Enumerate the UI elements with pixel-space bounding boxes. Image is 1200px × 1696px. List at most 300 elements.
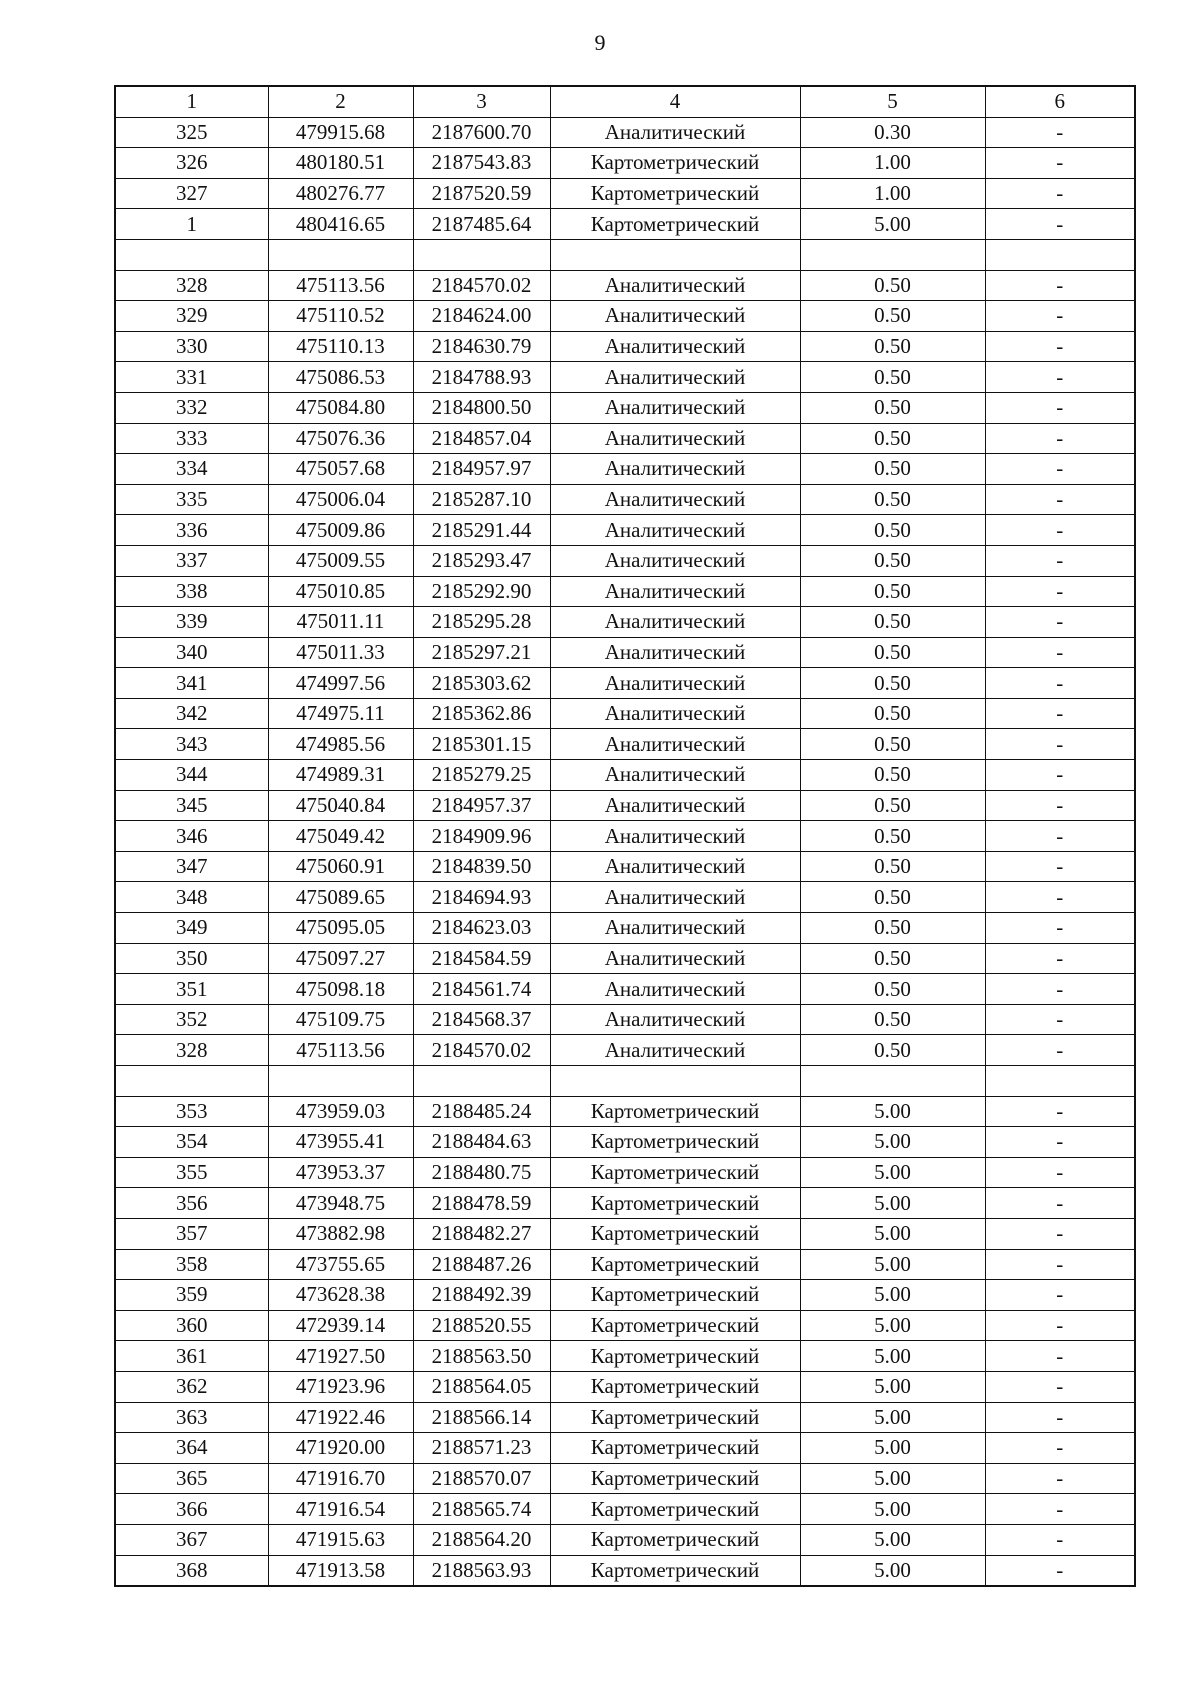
table-cell: Аналитический <box>550 913 800 944</box>
table-body <box>115 117 1135 1586</box>
table-cell: 2188484.63 <box>413 1127 550 1158</box>
table-cell: - <box>985 392 1135 423</box>
page-number: 9 <box>594 30 606 55</box>
table-cell: 0.50 <box>800 607 985 638</box>
table-cell: 357 <box>115 1218 268 1249</box>
table-cell: 355 <box>115 1157 268 1188</box>
table-cell: 338 <box>115 576 268 607</box>
header-cell: 1 <box>115 86 268 117</box>
table-cell: 5.00 <box>800 1218 985 1249</box>
table-row <box>115 1066 1135 1097</box>
table-cell: - <box>985 423 1135 454</box>
table-cell: 2185293.47 <box>413 545 550 576</box>
table-cell: - <box>985 790 1135 821</box>
table-cell: Аналитический <box>550 301 800 332</box>
table-cell: - <box>985 331 1135 362</box>
table-row <box>115 239 1135 270</box>
table-cell: 0.50 <box>800 851 985 882</box>
table-cell: 475095.05 <box>268 913 413 944</box>
table-cell: Аналитический <box>550 698 800 729</box>
table-cell: 326 <box>115 148 268 179</box>
table-cell: Картометрический <box>550 148 800 179</box>
table-cell: 332 <box>115 392 268 423</box>
table-cell: - <box>985 637 1135 668</box>
table-cell: 475009.86 <box>268 515 413 546</box>
table-cell: 352 <box>115 1004 268 1035</box>
table-cell: 2184584.59 <box>413 943 550 974</box>
table-row <box>115 270 1135 301</box>
table-cell: 1 <box>115 209 268 240</box>
table-row <box>115 1402 1135 1433</box>
table-cell: Аналитический <box>550 270 800 301</box>
table-cell: 5.00 <box>800 1494 985 1525</box>
table-row <box>115 1433 1135 1464</box>
table-cell <box>413 239 550 270</box>
table-cell: 364 <box>115 1433 268 1464</box>
table-cell: 333 <box>115 423 268 454</box>
table-cell: 2187543.83 <box>413 148 550 179</box>
table-cell: Картометрический <box>550 1188 800 1219</box>
table-cell: 5.00 <box>800 1096 985 1127</box>
header-cell: 3 <box>413 86 550 117</box>
table-cell: Картометрический <box>550 1157 800 1188</box>
table-row <box>115 178 1135 209</box>
table-row <box>115 1096 1135 1127</box>
table-cell: 5.00 <box>800 1555 985 1586</box>
table-cell: 474989.31 <box>268 760 413 791</box>
table-cell: - <box>985 454 1135 485</box>
table-cell: 340 <box>115 637 268 668</box>
table-cell: - <box>985 729 1135 760</box>
table-cell: Картометрический <box>550 1433 800 1464</box>
table-cell: 5.00 <box>800 1402 985 1433</box>
table-cell: - <box>985 178 1135 209</box>
table-cell: 5.00 <box>800 1371 985 1402</box>
table-cell: 2184570.02 <box>413 1035 550 1066</box>
table-cell: Аналитический <box>550 362 800 393</box>
table-cell: 2187485.64 <box>413 209 550 240</box>
table-row <box>115 362 1135 393</box>
table-cell: 2184957.37 <box>413 790 550 821</box>
table-cell: Картометрический <box>550 209 800 240</box>
table-cell: 2185297.21 <box>413 637 550 668</box>
table-cell: 473959.03 <box>268 1096 413 1127</box>
table-row <box>115 1035 1135 1066</box>
table-cell: 0.50 <box>800 1004 985 1035</box>
table-cell: 0.50 <box>800 760 985 791</box>
table-cell: 2184909.96 <box>413 821 550 852</box>
table-row <box>115 760 1135 791</box>
table-cell: Картометрический <box>550 1402 800 1433</box>
table-cell: 5.00 <box>800 1157 985 1188</box>
table-cell: 362 <box>115 1371 268 1402</box>
table-cell: 2188571.23 <box>413 1433 550 1464</box>
table-cell: 5.00 <box>800 1433 985 1464</box>
table-cell: - <box>985 1433 1135 1464</box>
table-cell: - <box>985 1402 1135 1433</box>
table-cell: 342 <box>115 698 268 729</box>
table-cell: 0.50 <box>800 301 985 332</box>
table-row <box>115 790 1135 821</box>
table-cell: 2184630.79 <box>413 331 550 362</box>
table-cell: 327 <box>115 178 268 209</box>
table-cell: 475113.56 <box>268 270 413 301</box>
table-cell: 367 <box>115 1524 268 1555</box>
table-cell: Аналитический <box>550 943 800 974</box>
table-cell: 0.50 <box>800 729 985 760</box>
table-cell: 474975.11 <box>268 698 413 729</box>
table-cell: - <box>985 545 1135 576</box>
table-cell: 2188487.26 <box>413 1249 550 1280</box>
table-cell: 330 <box>115 331 268 362</box>
table-cell: 1.00 <box>800 178 985 209</box>
table-cell: 473755.65 <box>268 1249 413 1280</box>
table-cell: 0.50 <box>800 545 985 576</box>
table-cell: 363 <box>115 1402 268 1433</box>
table-cell: Аналитический <box>550 821 800 852</box>
table-cell: 0.50 <box>800 331 985 362</box>
table-cell: Картометрический <box>550 1096 800 1127</box>
table-cell: 0.50 <box>800 974 985 1005</box>
coordinates-table <box>114 85 1136 1587</box>
table-cell: Картометрический <box>550 1218 800 1249</box>
table-row <box>115 301 1135 332</box>
table-cell: 2184800.50 <box>413 392 550 423</box>
table-cell: 475057.68 <box>268 454 413 485</box>
table-cell: 351 <box>115 974 268 1005</box>
table-cell: 0.50 <box>800 668 985 699</box>
table-cell: 475060.91 <box>268 851 413 882</box>
table-cell: 475113.56 <box>268 1035 413 1066</box>
table-cell: Аналитический <box>550 545 800 576</box>
table-cell: 359 <box>115 1280 268 1311</box>
table-cell: 2185295.28 <box>413 607 550 638</box>
table-row <box>115 1463 1135 1494</box>
table-cell: 2185301.15 <box>413 729 550 760</box>
table-cell: Аналитический <box>550 392 800 423</box>
table-cell: 2185287.10 <box>413 484 550 515</box>
table-cell: - <box>985 1157 1135 1188</box>
table-cell <box>985 239 1135 270</box>
table-cell: - <box>985 974 1135 1005</box>
table-cell: 328 <box>115 270 268 301</box>
table-cell: - <box>985 1249 1135 1280</box>
table-cell: 471923.96 <box>268 1371 413 1402</box>
table-row <box>115 698 1135 729</box>
table-cell: 2184694.93 <box>413 882 550 913</box>
table-cell <box>985 1066 1135 1097</box>
table-cell: - <box>985 301 1135 332</box>
table-cell: 2185303.62 <box>413 668 550 699</box>
table-cell: - <box>985 1341 1135 1372</box>
table-cell: - <box>985 362 1135 393</box>
table-cell: 2185291.44 <box>413 515 550 546</box>
table-cell <box>413 1066 550 1097</box>
table-cell: 0.50 <box>800 392 985 423</box>
table-cell: - <box>985 1127 1135 1158</box>
table-cell <box>800 239 985 270</box>
table-cell: 2184624.00 <box>413 301 550 332</box>
table-cell: 5.00 <box>800 1127 985 1158</box>
table-cell: 475011.11 <box>268 607 413 638</box>
table-row <box>115 851 1135 882</box>
table-cell: 475109.75 <box>268 1004 413 1035</box>
table-cell: 2188565.74 <box>413 1494 550 1525</box>
table-cell: 475097.27 <box>268 943 413 974</box>
table-cell: Аналитический <box>550 760 800 791</box>
table-cell: Аналитический <box>550 331 800 362</box>
table-cell: 2184570.02 <box>413 270 550 301</box>
table-cell: 2188563.50 <box>413 1341 550 1372</box>
table-cell: 2185279.25 <box>413 760 550 791</box>
table-cell: 2185362.86 <box>413 698 550 729</box>
table-cell: Аналитический <box>550 668 800 699</box>
table-cell: Аналитический <box>550 423 800 454</box>
table-cell: 345 <box>115 790 268 821</box>
table-row <box>115 1524 1135 1555</box>
table-cell: 358 <box>115 1249 268 1280</box>
table-cell: 350 <box>115 943 268 974</box>
table-cell: Картометрический <box>550 178 800 209</box>
table-cell: 480180.51 <box>268 148 413 179</box>
table-row <box>115 331 1135 362</box>
table-cell: 349 <box>115 913 268 944</box>
table-cell: 344 <box>115 760 268 791</box>
table-cell: 473948.75 <box>268 1188 413 1219</box>
table-cell: Аналитический <box>550 790 800 821</box>
table-cell: 471922.46 <box>268 1402 413 1433</box>
table-cell: - <box>985 1096 1135 1127</box>
table-row <box>115 423 1135 454</box>
table-row <box>115 637 1135 668</box>
table-cell: - <box>985 943 1135 974</box>
table-cell: 5.00 <box>800 1463 985 1494</box>
table-cell: 473955.41 <box>268 1127 413 1158</box>
table-cell: Картометрический <box>550 1524 800 1555</box>
table-cell: 2188478.59 <box>413 1188 550 1219</box>
table-cell: 356 <box>115 1188 268 1219</box>
table-cell: 0.50 <box>800 698 985 729</box>
table-cell: 471916.54 <box>268 1494 413 1525</box>
table-cell: 328 <box>115 1035 268 1066</box>
table-cell: 1.00 <box>800 148 985 179</box>
table-cell: 2188564.20 <box>413 1524 550 1555</box>
table-cell: 480416.65 <box>268 209 413 240</box>
table-cell: 2188570.07 <box>413 1463 550 1494</box>
table-cell: 471916.70 <box>268 1463 413 1494</box>
header-row <box>115 86 1135 117</box>
table-row <box>115 1127 1135 1158</box>
table-cell: - <box>985 1004 1135 1035</box>
table-cell: 2184788.93 <box>413 362 550 393</box>
table-cell: Картометрический <box>550 1280 800 1311</box>
table-cell <box>115 1066 268 1097</box>
table-row <box>115 1249 1135 1280</box>
table-cell: 5.00 <box>800 1524 985 1555</box>
table-cell: 2187600.70 <box>413 117 550 148</box>
table-row <box>115 821 1135 852</box>
table-row <box>115 454 1135 485</box>
table-cell: 368 <box>115 1555 268 1586</box>
table-cell: 0.30 <box>800 117 985 148</box>
table-row <box>115 1218 1135 1249</box>
table-cell: 474985.56 <box>268 729 413 760</box>
table-cell: - <box>985 1310 1135 1341</box>
table-row <box>115 1371 1135 1402</box>
table-cell: - <box>985 1463 1135 1494</box>
table-cell: 335 <box>115 484 268 515</box>
table-cell: 475011.33 <box>268 637 413 668</box>
table-cell: Аналитический <box>550 1035 800 1066</box>
table-row <box>115 974 1135 1005</box>
table-cell: 365 <box>115 1463 268 1494</box>
table-row <box>115 209 1135 240</box>
table-row <box>115 1004 1135 1035</box>
table-row <box>115 1280 1135 1311</box>
table-cell: Аналитический <box>550 637 800 668</box>
table-cell: 5.00 <box>800 1188 985 1219</box>
table-cell <box>550 1066 800 1097</box>
table-cell: - <box>985 821 1135 852</box>
table-cell: 5.00 <box>800 209 985 240</box>
table-row <box>115 1341 1135 1372</box>
table-cell: 475010.85 <box>268 576 413 607</box>
table-cell: - <box>985 1188 1135 1219</box>
table-cell: 2187520.59 <box>413 178 550 209</box>
header-cell: 6 <box>985 86 1135 117</box>
table-cell: - <box>985 851 1135 882</box>
table-cell: 2184957.97 <box>413 454 550 485</box>
table-cell: - <box>985 760 1135 791</box>
table-row <box>115 1494 1135 1525</box>
table-cell: 339 <box>115 607 268 638</box>
table-cell: 471920.00 <box>268 1433 413 1464</box>
table-cell: 0.50 <box>800 515 985 546</box>
table-cell: 475049.42 <box>268 821 413 852</box>
table-cell: 473953.37 <box>268 1157 413 1188</box>
table-cell: Картометрический <box>550 1494 800 1525</box>
table-cell: 475110.52 <box>268 301 413 332</box>
table-cell: 0.50 <box>800 423 985 454</box>
table-cell: 2184561.74 <box>413 974 550 1005</box>
table-cell: 2184839.50 <box>413 851 550 882</box>
table-cell: Аналитический <box>550 454 800 485</box>
table-cell: 348 <box>115 882 268 913</box>
table-row <box>115 1310 1135 1341</box>
table-cell: 347 <box>115 851 268 882</box>
table-cell: 5.00 <box>800 1310 985 1341</box>
table-row <box>115 607 1135 638</box>
table-cell: 471915.63 <box>268 1524 413 1555</box>
table-cell: 2188566.14 <box>413 1402 550 1433</box>
table-cell: Картометрический <box>550 1310 800 1341</box>
table-row <box>115 1555 1135 1586</box>
table-cell: Картометрический <box>550 1249 800 1280</box>
table-cell: 0.50 <box>800 576 985 607</box>
table-cell <box>550 239 800 270</box>
table-cell: 0.50 <box>800 943 985 974</box>
table-cell: Аналитический <box>550 1004 800 1035</box>
table-row <box>115 484 1135 515</box>
table-cell: - <box>985 1218 1135 1249</box>
table-cell: 329 <box>115 301 268 332</box>
header-cell: 5 <box>800 86 985 117</box>
table-cell: - <box>985 607 1135 638</box>
table-cell: 475084.80 <box>268 392 413 423</box>
table-cell: 2188520.55 <box>413 1310 550 1341</box>
table-cell: 475040.84 <box>268 790 413 821</box>
table-cell: - <box>985 209 1135 240</box>
table-cell: - <box>985 117 1135 148</box>
table-cell: 0.50 <box>800 454 985 485</box>
table-cell: - <box>985 882 1135 913</box>
table-cell: - <box>985 668 1135 699</box>
table-cell: 361 <box>115 1341 268 1372</box>
table-cell: 0.50 <box>800 913 985 944</box>
table-cell: 2184857.04 <box>413 423 550 454</box>
table-row <box>115 1188 1135 1219</box>
table-row <box>115 913 1135 944</box>
table-cell: 473628.38 <box>268 1280 413 1311</box>
table-cell: 366 <box>115 1494 268 1525</box>
table-cell: 334 <box>115 454 268 485</box>
table-cell: Картометрический <box>550 1127 800 1158</box>
table-cell: - <box>985 698 1135 729</box>
table-cell: Аналитический <box>550 117 800 148</box>
table-cell: - <box>985 270 1135 301</box>
table-cell: - <box>985 576 1135 607</box>
table-cell: - <box>985 913 1135 944</box>
table-cell: 353 <box>115 1096 268 1127</box>
table-cell: 2188482.27 <box>413 1218 550 1249</box>
table-cell: 325 <box>115 117 268 148</box>
table-cell: 475110.13 <box>268 331 413 362</box>
table-cell: 0.50 <box>800 790 985 821</box>
table-row <box>115 882 1135 913</box>
table-cell: Аналитический <box>550 729 800 760</box>
table-cell: - <box>985 1524 1135 1555</box>
table-cell: 331 <box>115 362 268 393</box>
table-cell: - <box>985 1035 1135 1066</box>
table-cell: 475076.36 <box>268 423 413 454</box>
table-cell: 475098.18 <box>268 974 413 1005</box>
table-cell: 0.50 <box>800 1035 985 1066</box>
table-cell: Аналитический <box>550 484 800 515</box>
table-cell: 0.50 <box>800 637 985 668</box>
table-cell: - <box>985 1555 1135 1586</box>
table-row <box>115 515 1135 546</box>
table-cell: Аналитический <box>550 851 800 882</box>
table-cell: Аналитический <box>550 974 800 1005</box>
table-cell: 471927.50 <box>268 1341 413 1372</box>
table-cell <box>800 1066 985 1097</box>
header-cell: 4 <box>550 86 800 117</box>
table-cell: - <box>985 1494 1135 1525</box>
table-row <box>115 729 1135 760</box>
table-cell: 2188485.24 <box>413 1096 550 1127</box>
table-cell: 2188492.39 <box>413 1280 550 1311</box>
table-row <box>115 576 1135 607</box>
table-cell: 474997.56 <box>268 668 413 699</box>
table-cell: Аналитический <box>550 576 800 607</box>
table-cell: 2184623.03 <box>413 913 550 944</box>
table-cell: - <box>985 1280 1135 1311</box>
table-cell <box>115 239 268 270</box>
table-cell: 2188480.75 <box>413 1157 550 1188</box>
table-cell: Аналитический <box>550 515 800 546</box>
table-cell: 337 <box>115 545 268 576</box>
table-cell: 475086.53 <box>268 362 413 393</box>
